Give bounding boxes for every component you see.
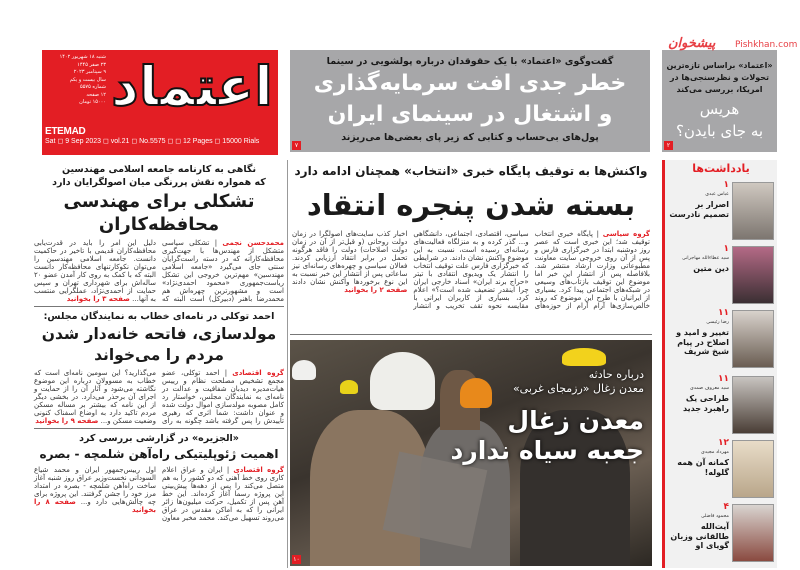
article-body: پایگاه خبری انتخاب توقیف شد؛ این خبری است که عصر روز دوشنبه ابتدا در خبرگزاری فارس و پس از آن روی خروجی سایت معاونت مطبوعاتی وزارت ارشاد منتشر شد. بلافاصله پس از انتشار این خبر اما موضوع این توقیف بازتاب‌های وسیعی در شبکه‌های اجتماعی پیدا کرد. بسیاری از ایرانیان با طرح این موضوع که روند خالص‌سازی‌ها آرام آرام از حوزه‌های سیاسی، اقتصادی، اجتماعی، دانشگاهی و... گذر کرده و به منزلگاه فعالیت‌های رسانه‌ای رسیده است، نسبت به این موضوع واکنش نشان دادند. در شرایطی که خبرگزاری فارس علت توقیف انتخاب را انتشار یک ویدیوی انتقادی با تیتر «حراج برند ایران» اسناد خارجی ایران چرا اینقدر تضعیف شده است؟» اعلام کرد، بسیاری از کاربران ایرانی با مقایسه نحوه تقف تخریب و انتشار اخبار کذب سایت‌های اصولگرا در زمان دولت روحانی (و قبل‌تر از آن در زمان دولت اصلاحات) دولت را فاقد هرگونه تحمل در برابر انتقاد ارزیابی کردند. فعالان سیاسی و چهره‌های رسانه‌ای نیز ساعاتی پس از انتشار این خبر نسبت به این نوع برخوردها واکنش نشان دادند (292, 230, 650, 310)
read-more-link[interactable]: صفحه ۲ را بخوانید (344, 286, 408, 294)
date-line: ۲۳ صفر ۱۴۴۵ (77, 61, 106, 68)
note-title: آیت‌الله طالقانی وزبان گویای او (670, 522, 729, 550)
note-item[interactable] (666, 502, 776, 566)
article-engineers[interactable]: نگاهی به کارنامه جامعه اسلامی مهندسین که همواره نقش پررنگی میان اصولگرایان دارد تشکلی برای مهندسی محافظه‌کاران محمدحسن نجمی | تشکلی سیاسی متشکل از مهندس‌ها با جهت‌گیری محافظه‌کارانه که در دسته راست‌گرایان سنتی جای می‌گیرد «جامعه اسلامی مهندسین» مهم‌ترین خروجی این تشکل ریاست‌جمهوری «محمود احمدی‌نژاد» است و مشهورترین چهره‌اش هم محمدرضا باهنر (دبیرکل) است البته که دلیل این امر را باید در قدرت‌یابی محافظه‌کاران قدیمی با تاخیر در حاکمیت دانست. جامعه اسلامی مهندسین را می‌توان نکوکارتنهای محافظه‌کار دانست البته که با کمک به روی کار آمدن عضو ۲۰ ساله‌اش برای شهرداری تهران و سپس حمایت از احمدی‌نژاد، عملگرایی منتسب به آنها... صفحه ۳ را بخوانید (34, 164, 285, 303)
author-photo (732, 182, 774, 240)
teaser-sub: پول‌های بی‌حساب و کتابی که زیر پای بعضی‌ها می‌ریزند (341, 132, 599, 143)
lead-story[interactable]: واکنش‌ها به توقیف پایگاه خبری «انتخاب» همچنان ادامه دارد بسته شدن پنجره انتقاد گروه سیاسی | پایگاه خبری انتخاب توقیف شد؛ این خبری است که عصر روز دوشنبه ابتدا در خبرگزاری فارس و پس از آن روی خروجی سایت معاونت مطبوعاتی وزارت ارشاد منتشر شد. بلافاصله پس از انتشار این خبر اما موضوع این توقیف بازتاب‌های وسیعی در شبکه‌های اجتماعی پیدا کرد. بسیاری از ایرانیان با طرح این موضوع که روند خالص‌سازی‌ها آرام آرام از حوزه‌های سیاسی، اقتصادی، اجتماعی، دانشگاهی و... گذر کرده و به منزلگاه فعالیت‌های رسانه‌ای رسیده است، نسبت به این موضوع واکنش نشان دادند. در شرایطی که خبرگزاری فارس علت توقیف انتخاب را انتشار یک ویدیوی انتقادی با تیتر «حراج برند ایران» اسناد خارجی ایران چرا اینقدر تضعیف شده است؟» اعلام کرد، بسیاری از کاربران ایرانی با مقایسه نحوه تقف تخریب و انتشار اخبار کذب سایت‌های اصولگرا در زمان دولت روحانی (و قبل‌تر از آن در زمان دولت اصلاحات) دولت را فاقد هرگونه تحمل در برابر انتقاد ارزیابی کردند. فعالان سیاسی و چهره‌های رسانه‌ای نیز ساعاتی پس از انتشار این خبر نسبت به این نوع برخوردها واکنش نشان دادند صفحه ۲ را بخوانید (292, 164, 650, 310)
page-number: ۲ (664, 141, 673, 150)
lead-headline: بسته شدن پنجره انتقاد (306, 188, 636, 222)
teaser-headline: به جای بایدن؟ (675, 122, 764, 140)
date-line: ۹ سپتامبر ۲۰۲۳ (73, 69, 106, 75)
read-more-link[interactable]: صفحه ۳ را بخوانید (66, 295, 130, 303)
date-line: ۱۵۰۰۰ تومان (79, 99, 106, 105)
note-page: ۱۲ (718, 438, 729, 448)
author-photo (732, 310, 774, 368)
note-page: ۱ (723, 180, 729, 190)
note-author: رضا رئیسی (706, 320, 729, 325)
date-line: سال بیست و یکم (69, 76, 106, 83)
date-line: شماره ۵۵۷۵ (80, 84, 106, 90)
white-helmet (370, 352, 435, 410)
note-item[interactable] (666, 180, 776, 244)
yellow-helmet (340, 380, 358, 394)
note-item[interactable] (666, 438, 776, 502)
photo-headline-line: معدن زغال (507, 406, 644, 435)
date-line: شنبه ۱۸ شهریور ۱۴۰۲ (59, 54, 106, 60)
date-line: ۱۲ صفحه (86, 91, 106, 98)
note-item[interactable] (666, 308, 776, 372)
yellow-helmet (562, 348, 606, 366)
photo-kicker-line: درباره حادثه (588, 368, 644, 381)
accent-bar (662, 160, 665, 568)
note-title: کمانه آن همه گلوله! (677, 458, 729, 477)
kicker: احمد توکلی در نامه‌ای خطاب به نمایندگان مجلس: (43, 311, 275, 322)
cinema-teaser[interactable] (290, 50, 650, 152)
article-body: احمد توکلی، عضو مجمع تشخیص مصلحت نظام و رییس هیات‌مدیره دیدبان شفافیت و عدالت در نامه‌ای به نمایندگان مجلس، خواستار رد کامل مصوبه مولدسازی اموال دولت شده و عنوان داشت: شما اثری که رهبری تاییدش را پس گرفته باشد چگونه به رای می‌گذارید؟ این سومین نامه‌ای است که خطاب به مسوولان درباره این موضوع نگاشته می‌شود و آثار آن را از حمایت و اجرای آن برحذر می‌دارد. در بخشی دیگر از این نامه که بیشتر بر مساله مسکن مردم تاکید دارد به اوضاع اسفناک کنونی وضعیت مسکن و... (34, 369, 284, 425)
photo-kicker (513, 368, 644, 396)
read-more-link[interactable]: صفحه ۹ را بخوانید (35, 417, 99, 425)
headline: اهمیت ژئوپلیتیکی راه‌آهن شلمچه - بصره (39, 447, 279, 461)
article-railway[interactable]: «الجزیره» در گزارشی بررسی کرد اهمیت ژئوپلیتیکی راه‌آهن شلمچه - بصره گروه اقتصادی | ایران و عراق اعلام کاری روی خط آهنی که دو کشور را به هم متصل می‌کند را پس از دهه‌ها پیش‌بینی این پروژه رسما آغاز کرده‌اند. این خط آهن پس از تکمیل، حرکت میلیون‌ها زائر ایرانی را که به اماکن مقدس در عراق می‌روند تسهیل می‌کند. محمد مخبر معاون اول رییس‌جمهور ایران و محمد شیاع السودانی نخست‌وزیر عراق روز شنبه آغاز ساخت راه‌آهن شلمچه - بصره در امتداد مرز خود را جشن گرفتند. این پروژه برای چه چالش‌هایی دارد و... صفحه ۸ را بخوانید (34, 428, 284, 525)
note-title: اصرار بر تصمیم نادرست (669, 200, 729, 219)
left-column (34, 160, 284, 525)
note-author: عباس عبدی (705, 192, 729, 197)
note-title: تغییر و امید و اصلاح در پیام شیخ شریف (676, 328, 729, 356)
kicker: نگاهی به کارنامه جامعه اسلامی مهندسین (61, 164, 257, 175)
watermark-url: Pishkhan.com (735, 40, 798, 50)
orange-helmet (460, 378, 492, 408)
article-body: تشکلی سیاسی متشکل از مهندس‌ها با جهت‌گیری محافظه‌کارانه که در دسته راست‌گرایان سنتی جای می‌گیرد «جامعه اسلامی مهندسین» مهم‌ترین خروجی این تشکل ریاست‌جمهوری «محمود احمدی‌نژاد» است و مشهورترین چهره‌اش هم محمدرضا باهنر (دبیرکل) است البته که دلیل این امر را باید در قدرت‌یابی محافظه‌کاران قدیمی با تاخیر در حاکمیت دانست. جامعه اسلامی مهندسین را می‌توان نکوکارتنهای محافظه‌کار دانست البته که با کمک به روی کار آمدن عضو ۲۰ ساله‌اش برای شهرداری تهران و سپس حمایت از احمدی‌نژاد، عملگرایی منتسب به آنها... (34, 239, 284, 303)
article-body: ایران و عراق اعلام کاری روی خط آهنی که دو کشور را به هم متصل می‌کند را پس از دهه‌ها پیش‌بینی این پروژه رسما آغاز کرده‌اند. این خط آهن پس از تکمیل، حرکت میلیون‌ها زائر ایرانی را که به اماکن مقدس در عراق می‌روند تسهیل می‌کند. محمد مخبر معاون اول رییس‌جمهور ایران و محمد شیاع السودانی نخست‌وزیر عراق روز شنبه آغاز ساخت راه‌آهن شلمچه - بصره در امتداد مرز خود را جشن گرفتند. این پروژه برای چه چالش‌هایی دارد و... (34, 466, 284, 522)
watermark: پیشخوان (668, 36, 716, 51)
page-number: ۱۰ (293, 556, 300, 563)
white-helmet (292, 360, 316, 380)
headline: مردم را می‌خواند (94, 346, 224, 364)
note-page: ۱۱ (718, 374, 729, 384)
article-mortgage[interactable]: احمد توکلی در نامه‌ای خطاب به نمایندگان مجلس: مولدسازی، فاتحه خانه‌دار شدن مردم را می‌خواند گروه اقتصادی | احمد توکلی، عضو مجمع تشخیص مصلحت نظام و رییس هیات‌مدیره دیدبان شفافیت و عدالت در نامه‌ای به نمایندگان مجلس، خواستار رد کامل مصوبه مولدسازی اموال دولت شده و عنوان داشت: شما اثری که رهبری تاییدش را پس گرفته باشد چگونه به رای می‌گذارید؟ این سومین نامه‌ای است که خطاب به مسوولان درباره این موضوع نگاشته می‌شود و آثار آن را از حمایت و اجرای آن برحذر می‌دارد. در بخشی دیگر از این نامه که بیشتر بر مساله مسکن مردم تاکید دارد به اوضاع اسفناک کنونی وضعیت مسکن و... صفحه ۹ را بخوانید (34, 306, 284, 428)
page-number: ۷ (292, 141, 301, 150)
notes-title: یادداشت‌ها (692, 162, 750, 175)
teaser-headline: خطر جدی افت سرمایه‌گذاری (313, 71, 627, 96)
logo: اعتماد (111, 55, 273, 118)
photo-headline-line: جعبه سیاه ندارد (450, 436, 644, 465)
teaser-headline: هریس (699, 100, 740, 118)
photo-kicker-line: معدن زغال «رزمجای غربی» (512, 382, 644, 395)
read-more-link[interactable]: صفحه ۸ را بخوانید (34, 498, 156, 514)
section-tag: گروه اقتصادی (233, 466, 284, 474)
headline: مولدسازی، فاتحه خانه‌دار شدن (41, 325, 277, 343)
note-page: ۱۱ (718, 308, 729, 318)
issue-strip: Sat ◻ 9 Sep 2023 ◻ vol.21 ◻ No.5575 ◻ ◻ 12 Pages ◻ 15000 Rials (45, 138, 260, 145)
kicker: واکنش‌ها به توقیف پایگاه خبری «انتخاب» همچنان ادامه دارد (294, 164, 648, 178)
issue-info (46, 54, 106, 107)
divider (290, 334, 652, 335)
masthead-strip (42, 126, 278, 155)
teaser-headline: و اشتغال در سینمای ایران (327, 102, 613, 127)
author-photo (732, 504, 774, 562)
note-author: محمود فاضلی (701, 514, 729, 519)
section-tag: گروه اقتصادی (232, 369, 284, 377)
teaser-kicker: گفت‌وگوی «اعتماد» با یک حقوقدان درباره پولشویی در سینما (326, 56, 614, 67)
column-divider (287, 160, 288, 568)
note-item[interactable] (666, 374, 776, 438)
note-author: سید عطاءالله مهاجرانی (681, 256, 729, 261)
note-page: ۱ (723, 244, 729, 254)
mine-photo[interactable] (290, 340, 652, 566)
latin-title: ETEMAD (45, 126, 86, 137)
harris-teaser[interactable] (662, 50, 777, 152)
photo-headline (451, 406, 644, 466)
author: محمدحسن نجمی (222, 239, 285, 247)
author-photo (732, 440, 774, 498)
author-photo (732, 246, 774, 304)
masthead (42, 50, 278, 155)
kicker: که همواره نقش پررنگی میان اصولگرایان دارد (52, 177, 266, 188)
notes-column (662, 160, 777, 568)
headline: تشکلی برای مهندسی (63, 191, 255, 212)
kicker: «الجزیره» در گزارشی بررسی کرد (79, 433, 239, 444)
note-title: دین متین (693, 264, 729, 273)
note-author: سید معروف صمدی (690, 386, 729, 391)
note-page: ۴ (723, 502, 729, 512)
section-tag: گروه سیاسی (602, 230, 650, 238)
author-photo (732, 376, 774, 434)
note-item[interactable] (666, 244, 776, 308)
teaser-kicker: «اعتماد» براساس تازه‌ترین تحولات و نظرسنجی‌ها در امریکا، بررسی می‌کند (666, 61, 773, 94)
note-title: طراحی یک راهبرد جدید (682, 394, 729, 413)
headline: محافظه‌کاران (98, 214, 220, 235)
note-author: مهرداد مجیدی (701, 450, 729, 455)
